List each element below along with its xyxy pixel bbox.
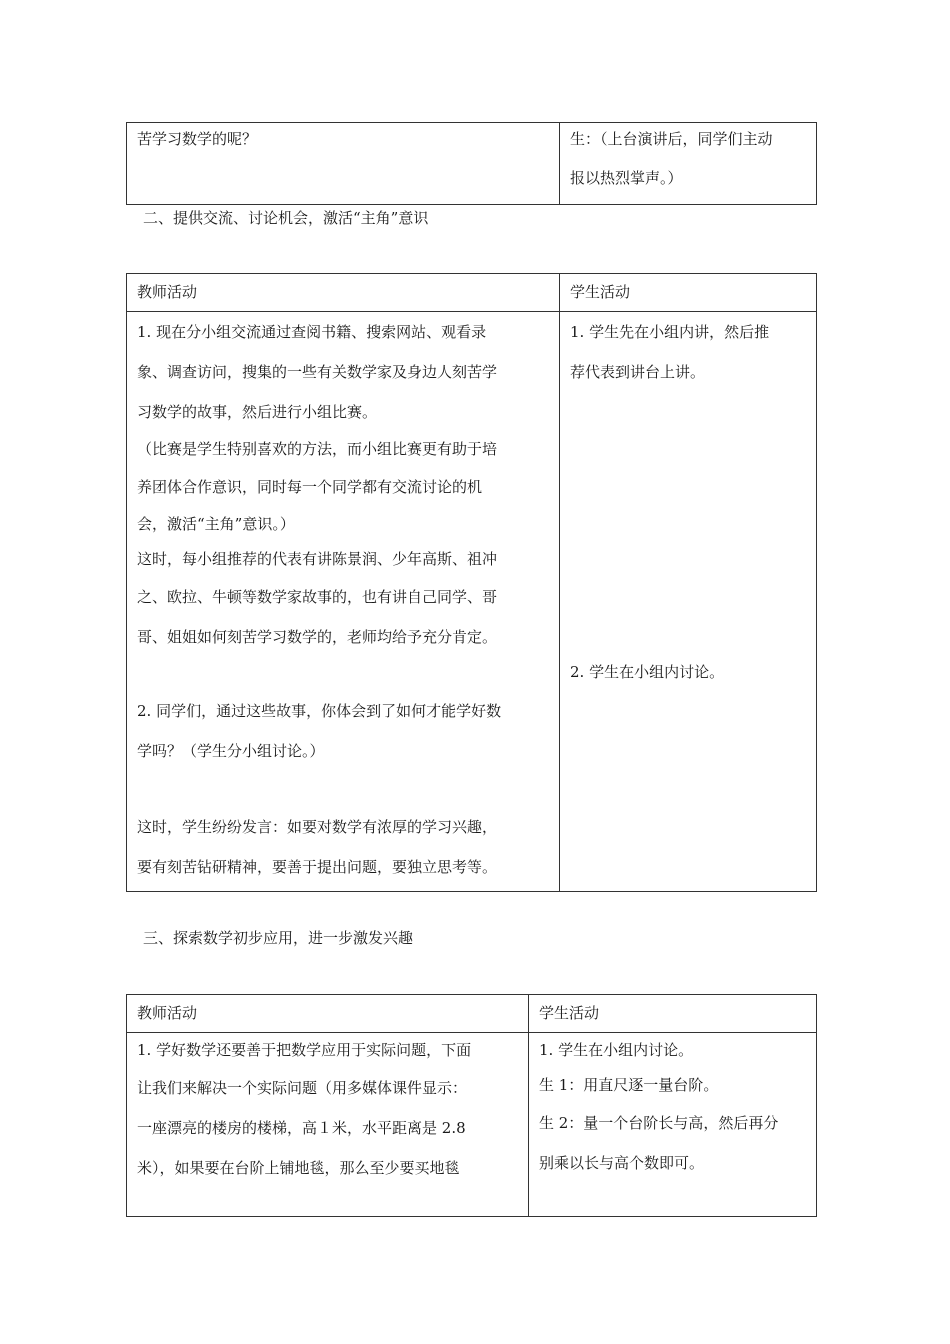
header-teacher-activity: [127, 274, 560, 312]
teacher-activity-cell: [127, 123, 560, 205]
text-line: 之、欧拉、牛顿等数学家故事的，也有讲自己同学、哥: [137, 588, 498, 606]
text-line: 习数学的故事，然后进行小组比赛。: [137, 403, 378, 421]
text-line: 这时，每小组推荐的代表有讲陈景润、少年高斯、祖冲: [137, 550, 498, 568]
text-line: 别乘以长与高个数即可。: [539, 1154, 705, 1172]
header-label: 教师活动: [137, 283, 198, 301]
text-line: 1. 学好数学还要善于把数学应用于实际问题，下面: [137, 1041, 472, 1059]
text-line: 1. 学生先在小组内讲，然后推: [570, 323, 770, 341]
activity-table-2: [126, 273, 817, 892]
text-line: 1. 学生在小组内讨论。: [539, 1041, 694, 1059]
student-activity-cell: [560, 312, 817, 892]
text-line: （比赛是学生特别喜欢的方法，而小组比赛更有助于培: [137, 440, 498, 458]
section-heading-2: 二、提供交流、讨论机会，激活“主角”意识: [143, 209, 429, 227]
header-label: 学生活动: [539, 1004, 600, 1022]
text-line: 养团体合作意识，同时每一个同学都有交流讨论的机: [137, 478, 483, 496]
text-line: 1. 现在分小组交流通过查阅书籍、搜索网站、观看录: [137, 323, 487, 341]
text-line: 苦学习数学的呢？: [137, 130, 258, 148]
text-line: 2. 学生在小组内讨论。: [570, 663, 725, 681]
text-line: 哥、姐姐如何刻苦学习数学的，老师均给予充分肯定。: [137, 628, 498, 646]
text-line: 会，激活“主角”意识。）: [137, 515, 295, 533]
text-line: 学吗？（学生分小组讨论。）: [137, 742, 325, 760]
text-line: 生 1：用直尺逐一量台阶。: [539, 1076, 719, 1094]
header-label: 学生活动: [570, 283, 631, 301]
text-line: 2. 同学们，通过这些故事，你体会到了如何才能学好数: [137, 702, 502, 720]
text-line: 米），如果要在台阶上铺地毯，那么至少要买地毯: [137, 1159, 460, 1177]
text-line: 这时，学生纷纷发言：如要对数学有浓厚的学习兴趣，: [137, 818, 498, 836]
text-line: 让我们来解决一个实际问题（用多媒体课件显示：: [137, 1079, 468, 1097]
text-line: 一座漂亮的楼房的楼梯，高１米，水平距离是 2.8: [137, 1119, 466, 1137]
teacher-activity-cell: [127, 312, 560, 892]
text-line: 生：（上台演讲后，同学们主动: [570, 130, 773, 148]
text-line: 报以热烈掌声。）: [570, 169, 683, 187]
activity-table-3: [126, 994, 817, 1217]
teacher-activity-cell: [127, 1033, 529, 1217]
header-student-activity: [529, 995, 817, 1033]
student-activity-cell: [560, 123, 817, 205]
text-line: 荐代表到讲台上讲。: [570, 363, 706, 381]
student-activity-cell: [529, 1033, 817, 1217]
text-line: 要有刻苦钻研精神，要善于提出问题，要独立思考等。: [137, 858, 498, 876]
continuation-table: [126, 122, 817, 205]
text-line: 象、调查访问，搜集的一些有关数学家及身边人刻苦学: [137, 363, 498, 381]
header-student-activity: [560, 274, 817, 312]
header-label: 教师活动: [137, 1004, 198, 1022]
text-line: 生 2：量一个台阶长与高，然后再分: [539, 1114, 779, 1132]
section-heading-3: 三、探索数学初步应用，进一步激发兴趣: [143, 929, 414, 947]
header-teacher-activity: [127, 995, 529, 1033]
